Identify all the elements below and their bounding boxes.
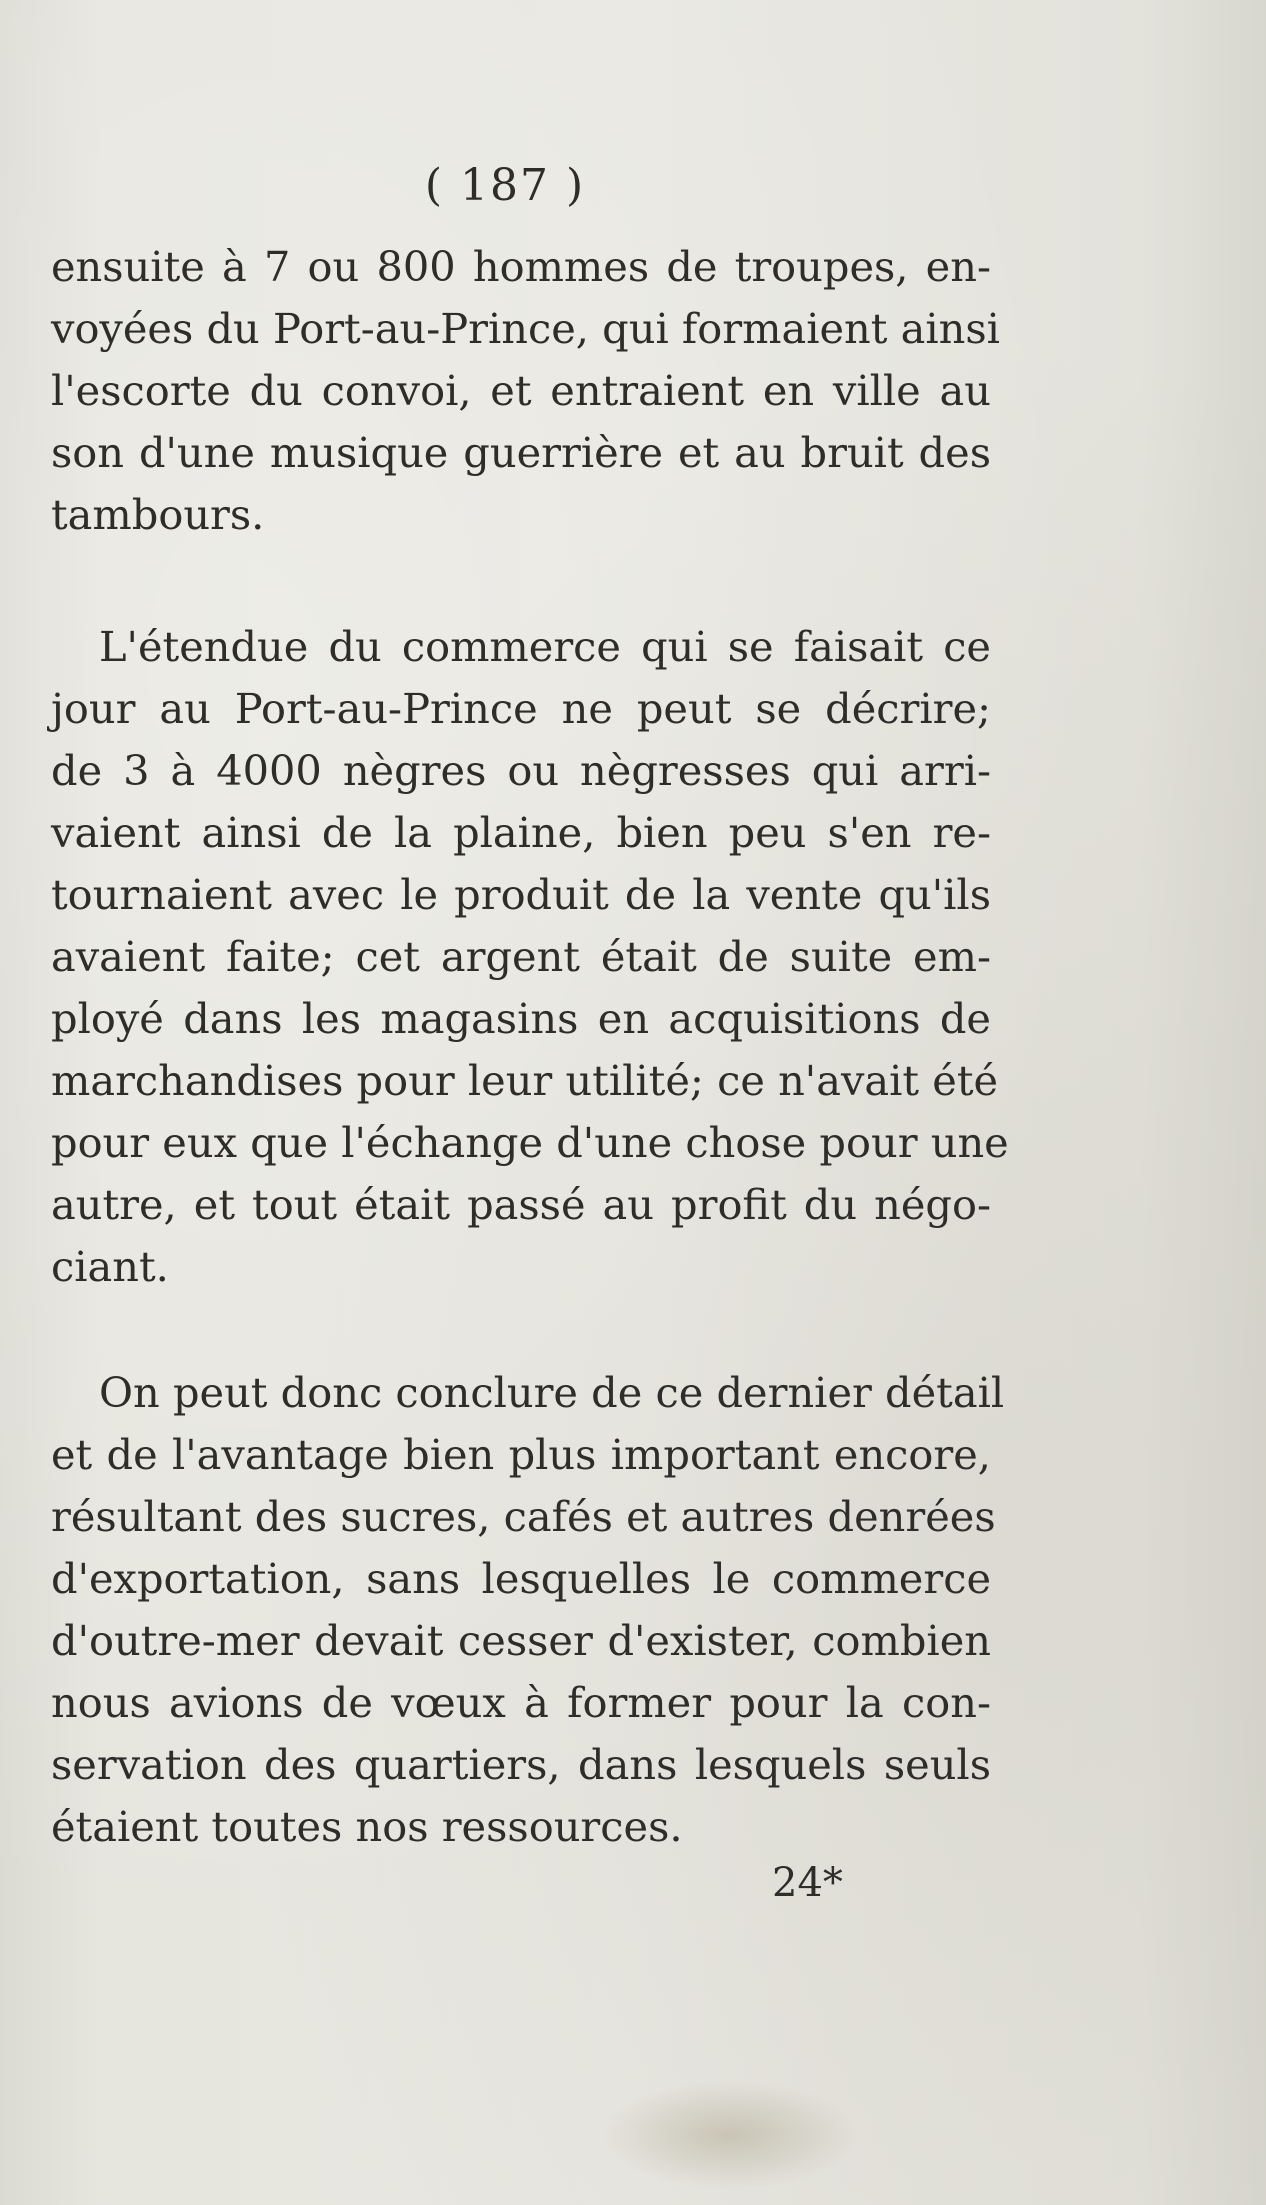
text-line: tournaient avec le produit de la vente qu'ils [51,870,991,919]
signature-mark: 24* [772,1860,843,1906]
text-line: avaient faite; cet argent était de suite em- [51,932,991,981]
text-line: son d'une musique guerrière et au bruit des [51,428,991,477]
paragraph-1 [51,236,1000,546]
text-line: ployé dans les magasins en acquisitions de [51,994,991,1043]
page-number: ( 187 ) [424,160,586,211]
text-line: vaient ainsi de la plaine, bien peu s'en re- [51,808,991,857]
text-line: d'exportation, sans lesquelles le commerce [51,1554,991,1603]
text-line: On peut donc conclure de ce dernier détail [99,1368,1005,1417]
text-line: marchandises pour leur utilité; ce n'avait été [51,1056,999,1105]
text-line: ensuite à 7 ou 800 hommes de troupes, en- [51,242,991,291]
text-line: et de l'avantage bien plus important encore, [51,1430,991,1479]
text-line: servation des quartiers, dans lesquels seuls [51,1740,991,1789]
text-line: nous avions de vœux à former pour la con- [51,1678,991,1727]
text-line: voyées du Port-au-Prince, qui formaient ainsi [51,304,1000,353]
text-line: résultant des sucres, cafés et autres denrées [51,1492,996,1541]
paragraph-3 [51,1362,1005,1858]
text-line: ciant. [51,1242,169,1291]
text-line: autre, et tout était passé au profit du négo- [51,1180,991,1229]
text-line: L'étendue du commerce qui se faisait ce [99,622,991,671]
paragraph-2 [51,616,1009,1298]
text-line: l'escorte du convoi, et entraient en ville au [51,366,991,415]
text-line: tambours. [51,490,265,539]
text-line: étaient toutes nos ressources. [51,1802,683,1851]
text-line: jour au Port-au-Prince ne peut se décrire; [51,684,991,733]
text-line: d'outre-mer devait cesser d'exister, combien [51,1616,991,1665]
text-line: pour eux que l'échange d'une chose pour une [51,1118,1009,1167]
paper-stain [600,2080,860,2190]
text-line: de 3 à 4000 nègres ou nègresses qui arri- [51,746,991,795]
